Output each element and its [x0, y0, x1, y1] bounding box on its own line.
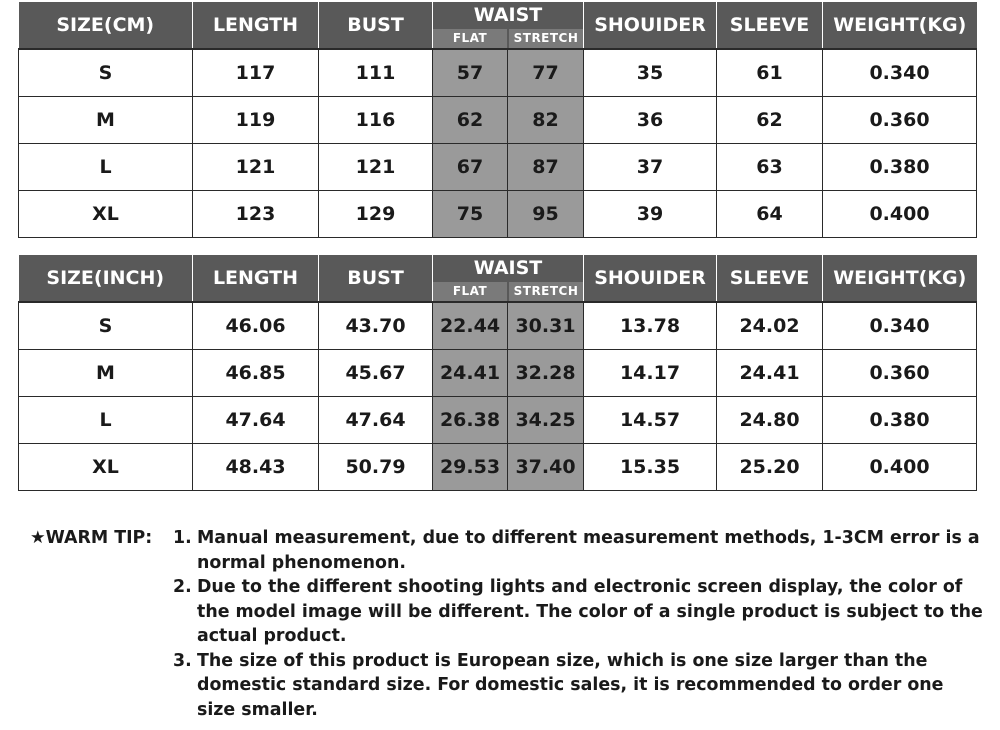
- table-cell: 24.02: [717, 302, 823, 350]
- header-sleeve: SLEEVE: [717, 255, 823, 302]
- header-weight: WEIGHT(KG): [823, 255, 977, 302]
- table-cell: XL: [19, 191, 193, 238]
- table-cell: 37.40: [508, 444, 584, 491]
- table-cell: 39: [584, 191, 717, 238]
- table-cell: 111: [319, 49, 433, 97]
- table-cell: 0.340: [823, 49, 977, 97]
- table-row: [19, 302, 977, 350]
- table-cell: 0.340: [823, 302, 977, 350]
- warm-tip-text: Manual measurement, due to different measurement methods, 1-3CM error is a normal phenomenon.: [197, 528, 980, 573]
- warm-tip-number: 2.: [173, 577, 192, 597]
- table-cell: 46.06: [193, 302, 319, 350]
- table-cell: 77: [508, 49, 584, 97]
- table-cell: 119: [193, 97, 319, 144]
- table-cell: 25.20: [717, 444, 823, 491]
- header-bust: BUST: [319, 2, 433, 49]
- table-cell: 0.360: [823, 350, 977, 397]
- table-cell: 0.400: [823, 444, 977, 491]
- warm-tip-number: 1.: [173, 528, 192, 548]
- header-weight: WEIGHT(KG): [823, 2, 977, 49]
- table-cell: 62: [433, 97, 508, 144]
- warm-tip-text: Due to the different shooting lights and electronic screen display, the color of the model image will be different. The color of a single product is subject to the actual product.: [197, 577, 983, 646]
- table-cell: 13.78: [584, 302, 717, 350]
- table-cell: 32.28: [508, 350, 584, 397]
- warm-tip-item: [173, 575, 983, 649]
- table-cell: 63: [717, 144, 823, 191]
- table-cell: 36: [584, 97, 717, 144]
- table-cell: 117: [193, 49, 319, 97]
- table-row: [19, 97, 977, 144]
- table-row: [19, 397, 977, 444]
- table-cell: 26.38: [433, 397, 508, 444]
- size-table-inch: [18, 255, 977, 491]
- warm-tip-item: [173, 649, 983, 723]
- header-waist-flat: FLAT: [433, 282, 507, 301]
- table-cell: 35: [584, 49, 717, 97]
- header-row: [19, 2, 977, 49]
- table-cell: 95: [508, 191, 584, 238]
- header-shoulder: SHOUIDER: [584, 2, 717, 49]
- table-row: [19, 191, 977, 238]
- table-cell: 0.360: [823, 97, 977, 144]
- table-cell: 64: [717, 191, 823, 238]
- table-cell: 67: [433, 144, 508, 191]
- warm-tip-item: [173, 526, 983, 575]
- header-waist-flat: FLAT: [433, 29, 507, 48]
- table-cell: 61: [717, 49, 823, 97]
- header-length: LENGTH: [193, 255, 319, 302]
- table-cell: 87: [508, 144, 584, 191]
- table-cell: 24.41: [717, 350, 823, 397]
- table-cell: 57: [433, 49, 508, 97]
- table-cell: S: [19, 302, 193, 350]
- table-cell: L: [19, 144, 193, 191]
- header-waist: [433, 255, 584, 302]
- size-table-cm: [18, 2, 977, 238]
- header-waist-title: WAIST: [473, 257, 543, 279]
- table-cell: L: [19, 397, 193, 444]
- table-cell: 43.70: [319, 302, 433, 350]
- table-cell: 121: [319, 144, 433, 191]
- table-cell: 45.67: [319, 350, 433, 397]
- header-waist-stretch: STRETCH: [507, 29, 583, 48]
- header-bust: BUST: [319, 255, 433, 302]
- table-cell: 47.64: [319, 397, 433, 444]
- table-cell: 30.31: [508, 302, 584, 350]
- table-cell: 82: [508, 97, 584, 144]
- header-size: SIZE(INCH): [19, 255, 193, 302]
- table-cell: 14.57: [584, 397, 717, 444]
- table-cell: 24.41: [433, 350, 508, 397]
- table-cell: 0.380: [823, 144, 977, 191]
- table-cell: 50.79: [319, 444, 433, 491]
- table-cell: 0.380: [823, 397, 977, 444]
- warm-tip-number: 3.: [173, 650, 192, 671]
- table-row: [19, 49, 977, 97]
- table-cell: 75: [433, 191, 508, 238]
- table-cell: 46.85: [193, 350, 319, 397]
- table-cell: 15.35: [584, 444, 717, 491]
- header-length: LENGTH: [193, 2, 319, 49]
- table-cell: 123: [193, 191, 319, 238]
- table-cell: 121: [193, 144, 319, 191]
- header-row: [19, 255, 977, 302]
- table-cell: M: [19, 350, 193, 397]
- header-sleeve: SLEEVE: [717, 2, 823, 49]
- table-row: [19, 444, 977, 491]
- table-cell: 116: [319, 97, 433, 144]
- table-row: [19, 144, 977, 191]
- table-row: [19, 350, 977, 397]
- warm-tip-label: ★WARM TIP:: [30, 528, 153, 548]
- header-size: SIZE(CM): [19, 2, 193, 49]
- table-cell: 129: [319, 191, 433, 238]
- table-cell: M: [19, 97, 193, 144]
- warm-tip-list: [173, 526, 983, 722]
- table-cell: 24.80: [717, 397, 823, 444]
- table-cell: 47.64: [193, 397, 319, 444]
- table-cell: S: [19, 49, 193, 97]
- header-shoulder: SHOUIDER: [584, 255, 717, 302]
- table-cell: 48.43: [193, 444, 319, 491]
- table-cell: 29.53: [433, 444, 508, 491]
- header-waist-title: WAIST: [473, 4, 543, 26]
- table-cell: 22.44: [433, 302, 508, 350]
- table-cell: 0.400: [823, 191, 977, 238]
- header-waist: [433, 2, 584, 49]
- header-waist-stretch: STRETCH: [507, 282, 583, 301]
- table-cell: 62: [717, 97, 823, 144]
- table-cell: 14.17: [584, 350, 717, 397]
- table-cell: 34.25: [508, 397, 584, 444]
- table-cell: 37: [584, 144, 717, 191]
- warm-tip-text: The size of this product is European size, which is one size larger than the domestic standard size. For domestic sales, it is recommended to order one size smaller.: [197, 650, 944, 720]
- table-cell: XL: [19, 444, 193, 491]
